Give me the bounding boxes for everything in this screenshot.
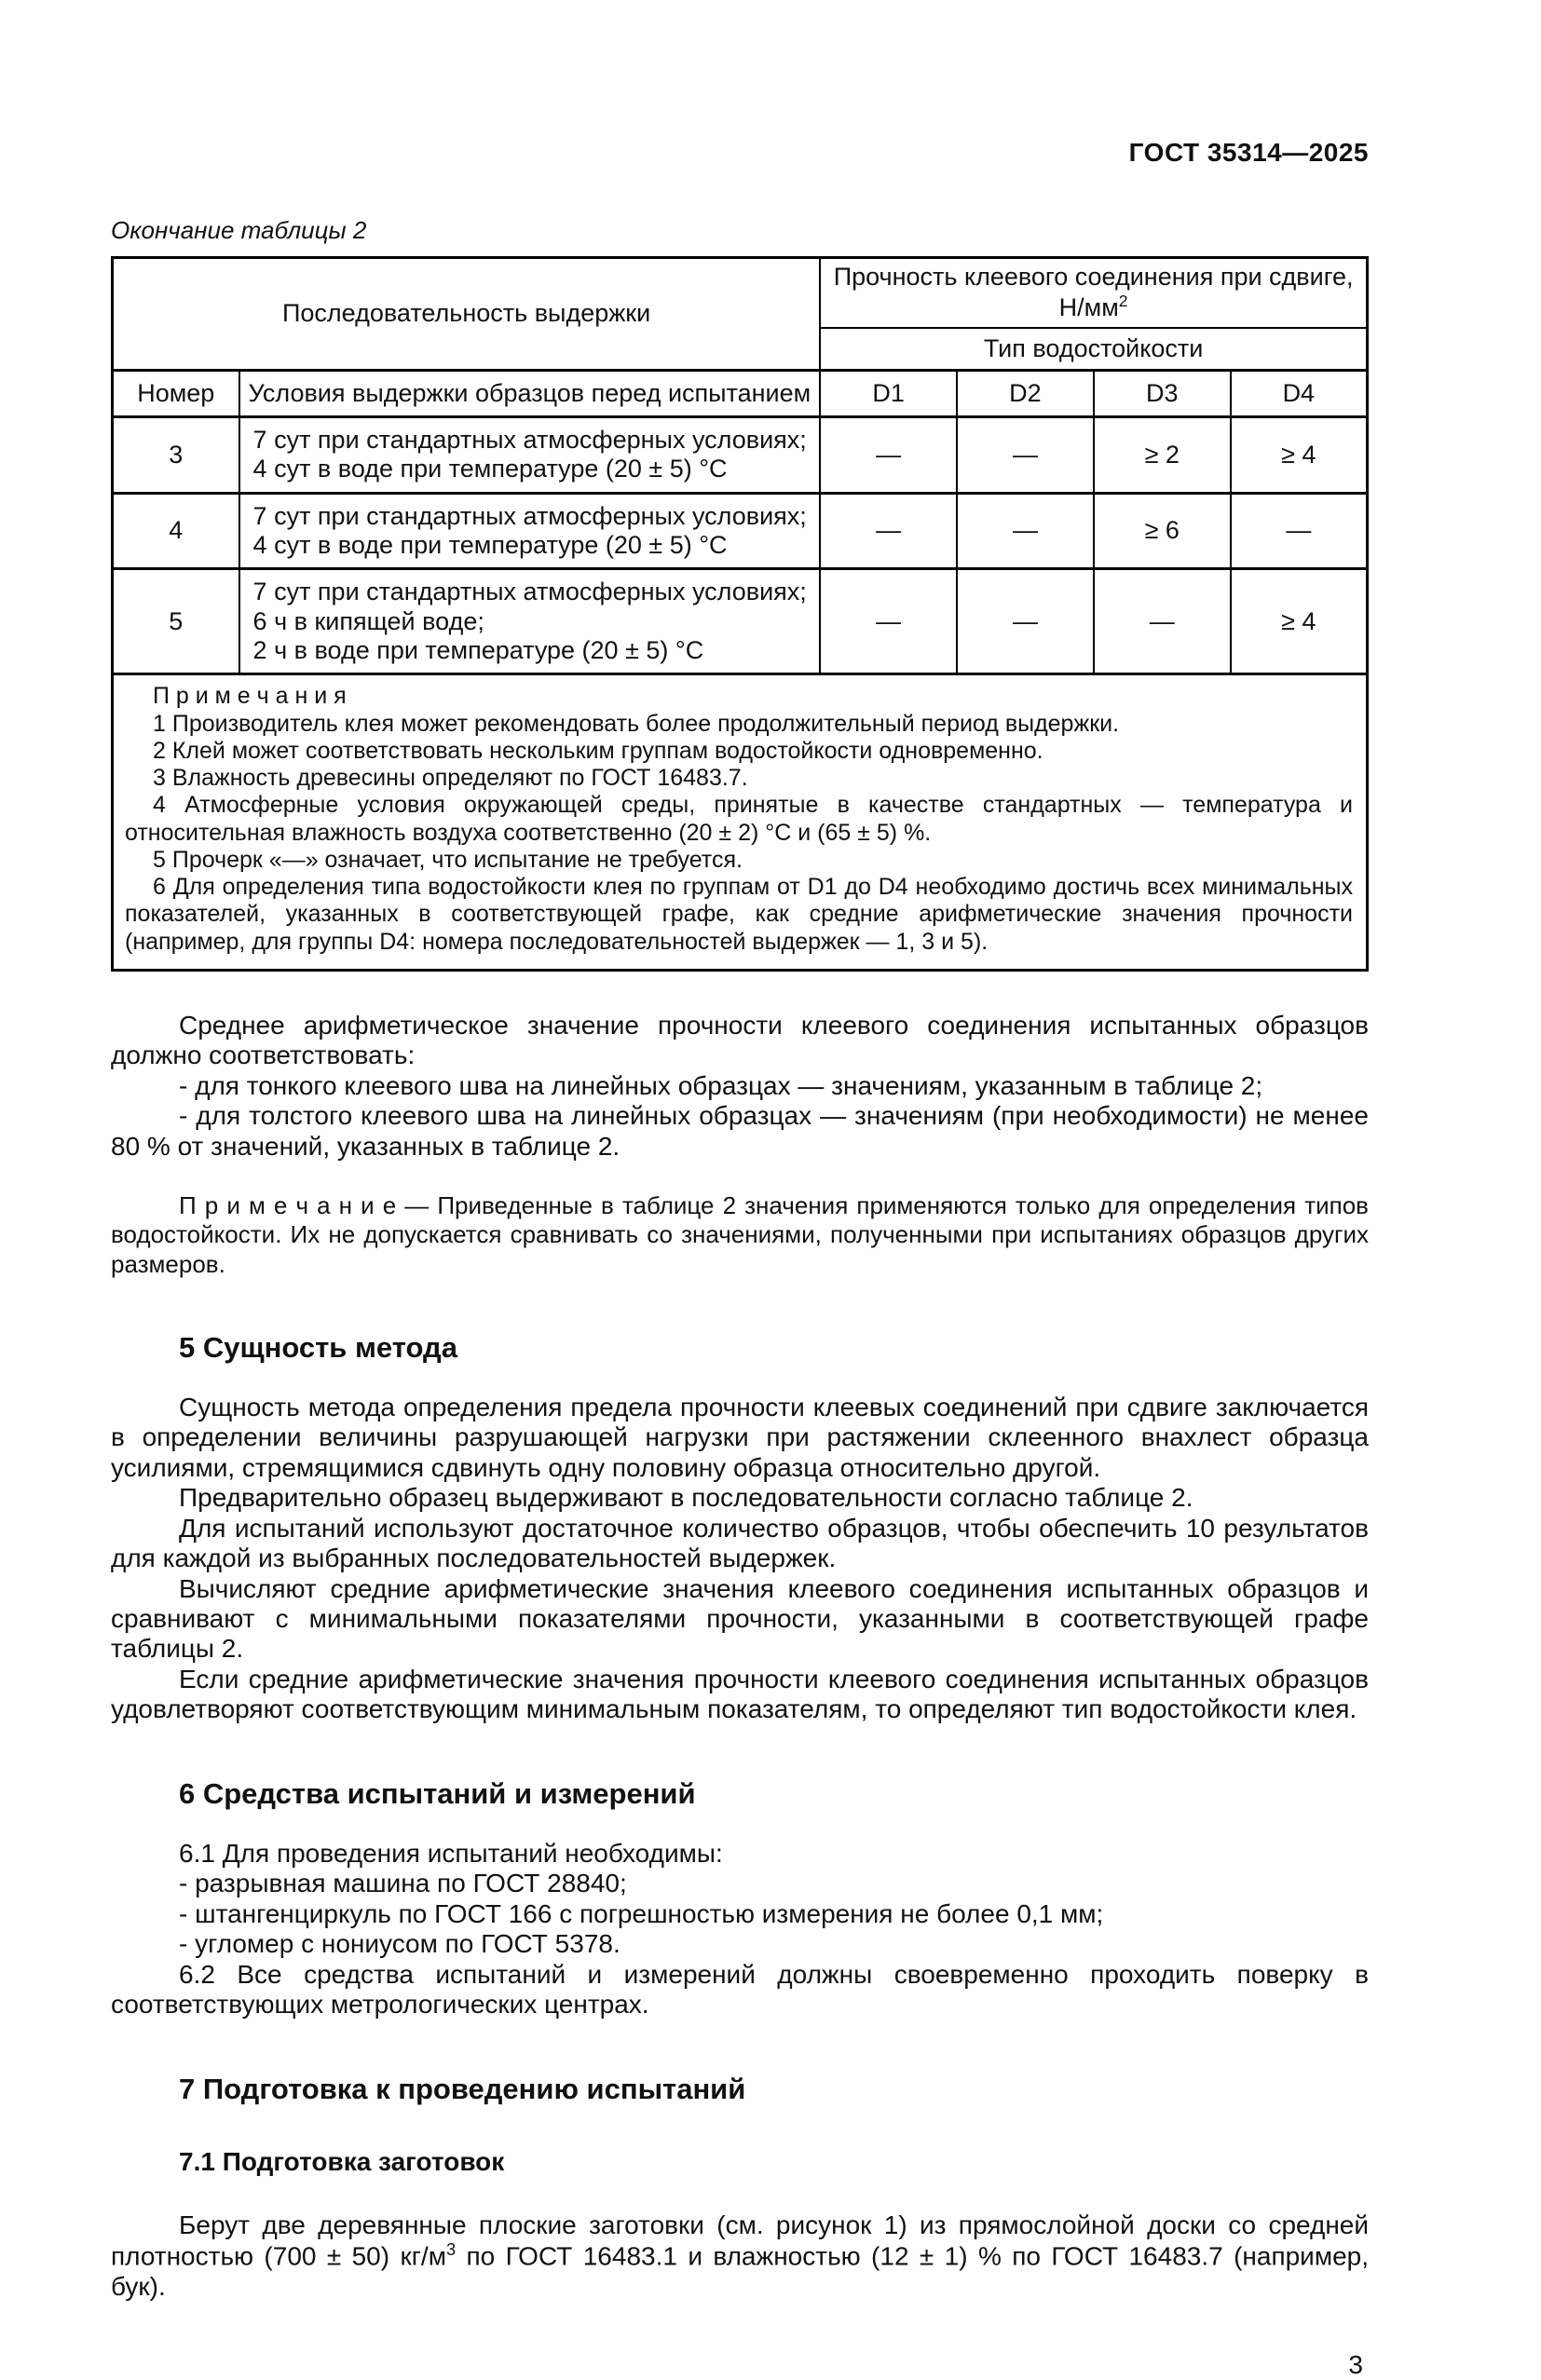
- header-cell-d1: D1: [820, 371, 957, 417]
- list-item-paragraph: - для тонкого клеевого шва на линейных образцах — значениям, указанным в таблице 2;: [179, 1070, 1263, 1100]
- paragraph: Среднее арифметическое значение прочности клеевого соединения испытанных образцов должно соответствовать:: [111, 1010, 1369, 1070]
- list-item-paragraph: - штангенциркуль по ГОСТ 166 с погрешностью измерения не более 0,1 мм;: [179, 1898, 1104, 1928]
- paragraph: Вычисляют средние арифметические значения клеевого соединения испытанных образцов и сравнивают с минимальными показателями прочности, указанными в соответствующей графе таблицы 2.: [111, 1573, 1369, 1664]
- row-value-d2: —: [957, 493, 1094, 569]
- paragraph: 6.2 Все средства испытаний и измерений должны своевременно проходить поверку в соответствующих метрологических центрах.: [111, 1959, 1369, 2020]
- section-5-title: 5 Сущность метода: [179, 1330, 457, 1364]
- paragraph: [111, 2210, 1369, 2303]
- condition-line: 2 ч в воде при температуре (20 ± 5) °С: [252, 636, 704, 664]
- row-conditions: [239, 493, 821, 569]
- condition-line: 7 сут при стандартных атмосферных условиях;: [252, 426, 807, 455]
- row-value-d2: —: [957, 417, 1094, 494]
- row-value-d1: —: [820, 493, 957, 569]
- header-cell-d4: D4: [1231, 371, 1368, 417]
- note-item: 1 Производитель клея может рекомендовать более продолжительный период выдержки.: [153, 710, 1120, 737]
- header-cell-water-type: Тип водостойкости: [820, 328, 1367, 371]
- condition-line: 7 сут при стандартных атмосферных условиях;: [252, 501, 807, 530]
- page-content: [111, 0, 1369, 2380]
- condition-line: 4 сут в воде при температуре (20 ± 5) °С: [252, 455, 728, 483]
- condition-line: 6 ч в кипящей воде;: [252, 606, 484, 635]
- row-conditions: [239, 417, 821, 494]
- section-7-title: 7 Подготовка к проведению испытаний: [179, 2072, 746, 2105]
- table-2: [111, 256, 1369, 972]
- list-item-paragraph: - разрывная машина по ГОСТ 28840;: [179, 1869, 627, 1898]
- list-item-paragraph: - угломер с нониусом по ГОСТ 5378.: [179, 1929, 620, 1959]
- superscript: 3: [445, 2240, 457, 2260]
- header-cell-conditions: Условия выдержки образцов перед испытанием: [239, 371, 821, 417]
- table-row: [113, 493, 1368, 569]
- table-header-row-1: [113, 258, 1368, 328]
- table-caption: Окончание таблицы 2: [111, 216, 367, 244]
- row-value-d4: —: [1231, 493, 1368, 569]
- note-item: 4 Атмосферные условия окружающей среды, принятые в качестве стандартных — температура и относительная влажность воздуха соответственно (20 ± 2) °С и (65 ± 5) %.: [125, 792, 1353, 846]
- paragraph: Если средние арифметические значения прочности клеевого соединения испытанных образцов удовлетворяют соответствующим минимальным показателям, то определяют тип водостойкости клея.: [111, 1664, 1369, 1724]
- header-cell-d3: D3: [1094, 371, 1231, 417]
- paragraph-text: по ГОСТ 16483.1 и влажностью (12 ± 1) % по ГОСТ 16483.7 (например, бук).: [111, 2241, 1369, 2301]
- row-value-d3: —: [1094, 569, 1231, 674]
- row-value-d1: —: [820, 417, 957, 494]
- row-value-d1: —: [820, 569, 957, 674]
- row-value-d4: ≥ 4: [1231, 569, 1368, 674]
- table-notes-row: [113, 674, 1368, 971]
- row-value-d3: ≥ 6: [1094, 493, 1231, 569]
- note-item: 3 Влажность древесины определяют по ГОСТ 16483.7.: [153, 765, 748, 792]
- row-value-d2: —: [957, 569, 1094, 674]
- header-strength-text: Прочность клеевого соединения при сдвиге, Н/мм: [833, 263, 1354, 322]
- table-header-row-3: [113, 371, 1368, 417]
- note-paragraph: П р и м е ч а н и е — Приведенные в таблице 2 значения применяются только для определения типов водостойкости. Их не допускается сравнивать со значениями, полученными при испытаниях образцов других размеров.: [111, 1191, 1369, 1278]
- table-row: [113, 417, 1368, 494]
- header-cell-number: Номер: [113, 371, 239, 417]
- paragraph-text: Берут две деревянные плоские заготовки (см. рисунок 1) из прямослойной доски со средней плотностью (700 ± 50) кг/м: [111, 2210, 1369, 2271]
- header-cell-strength: [820, 258, 1367, 328]
- row-value-d3: ≥ 2: [1094, 417, 1231, 494]
- paragraph: Предварительно образец выдерживают в последовательности согласно таблице 2.: [179, 1483, 1193, 1513]
- table-notes: [113, 674, 1368, 971]
- doc-number-header: ГОСТ 35314—2025: [1128, 138, 1369, 167]
- row-number: 5: [113, 569, 239, 674]
- note-item: 5 Прочерк «—» означает, что испытание не требуется.: [153, 846, 743, 873]
- section-7-1-subtitle: 7.1 Подготовка заготовок: [179, 2146, 505, 2176]
- paragraph: Для испытаний используют достаточное количество образцов, чтобы обеспечить 10 результатов для каждой из выбранных последовательностей выдержек.: [111, 1513, 1369, 1573]
- row-number: 4: [113, 493, 239, 569]
- header-strength-sup: 2: [1118, 292, 1128, 311]
- paragraph: Сущность метода определения предела прочности клеевых соединений при сдвиге заключается в определении величины разрушающей нагрузки при растяжении склеенного внахлест образца усилиями, стремящимися сдвинуть одну половину образца относительно другой.: [111, 1392, 1369, 1482]
- row-number: 3: [113, 417, 239, 494]
- notes-title: П р и м е ч а н и я: [153, 683, 347, 710]
- section-6-title: 6 Средства испытаний и измерений: [179, 1776, 696, 1810]
- note-item: 2 Клей может соответствовать нескольким группам водостойкости одновременно.: [153, 737, 1043, 764]
- row-value-d4: ≥ 4: [1231, 417, 1368, 494]
- header-cell-d2: D2: [957, 371, 1094, 417]
- table-row: [113, 569, 1368, 674]
- note-item: 6 Для определения типа водостойкости клея по группам от D1 до D4 необходимо достичь всех минимальных показателей, указанных в соответствующей графе, как средние арифметические значения прочности (например, для группы D4: номера последовательностей выдержек — 1, 3 и 5).: [125, 874, 1353, 955]
- condition-line: 4 сут в воде при температуре (20 ± 5) °С: [252, 531, 728, 560]
- condition-line: 7 сут при стандартных атмосферных условиях;: [252, 578, 807, 606]
- page-number: 3: [1348, 2350, 1363, 2380]
- paragraph: 6.1 Для проведения испытаний необходимы:: [179, 1838, 723, 1868]
- list-item-paragraph: - для толстого клеевого шва на линейных образцах — значениям (при необходимости) не менее 80 % от значений, указанных в таблице 2.: [111, 1101, 1369, 1161]
- header-cell-sequence: Последовательность выдержки: [113, 258, 821, 371]
- row-conditions: [239, 569, 821, 674]
